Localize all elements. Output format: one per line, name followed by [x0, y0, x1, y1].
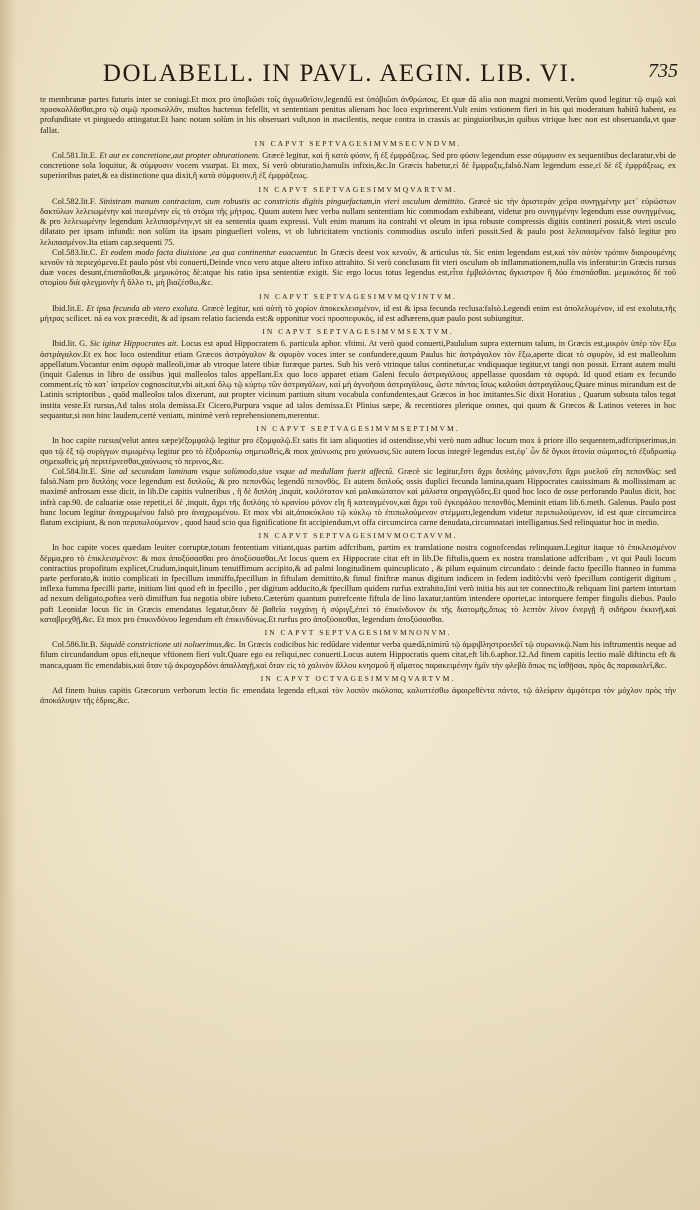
commentary-paragraph	[40, 248, 676, 289]
lemma-quote: Et ipsa fecunda ab vtero exoluta.	[86, 303, 202, 313]
commentary-paragraph	[40, 339, 676, 421]
commentary-paragraph	[40, 151, 676, 182]
chapter-heading: IN CAPVT OCTVAGESIMVMQVARTVM.	[260, 673, 456, 683]
chapter-heading: IN CAPVT SEPTVAGESIMVMSEXTVM.	[262, 327, 454, 337]
column-reference: Col.583.lit.C.	[52, 247, 101, 257]
column-reference: Ibid.lit.E.	[52, 303, 87, 313]
chapter-heading: IN CAPVT SEPTVAGESIMVMQVINTVM.	[259, 291, 457, 301]
chapter-heading: IN CAPVT SEPTVAGESIMVMSECVNDVM.	[254, 138, 462, 148]
column-reference: Col.582.lit.F.	[52, 196, 100, 206]
column-reference: Col.586.lit.B.	[52, 640, 100, 650]
lemma-quote: Siquidè constrictione uti noluerimus,&c.	[99, 640, 239, 650]
lemma-quote: Et eodem modo facta diuisione ,ea qua continentur euacuentur.	[100, 247, 321, 257]
paragraph-text: Ad finem huius capitis Græcorum verborum lectio fic emendata legenda eft,καὶ τὸν λοιπὸν σκόλοπα, καλυπτέσθω ἀφαιρεθέντα πάντα, τῷ ἀλείφειν ἀμφότερα τὸν μόχλον πρὸς τὴν ἀποκάλυψιν τῆς ἑδρας,&c.	[40, 685, 676, 706]
paragraph-text: Locus est apud Hippocratem 6. particula aphor. vltimi. At verò quod conuerti,Paululum supra externum talum, in Græcis est,μικρὸν ὑπὲρ τὸν ἔξω ἀστράγαλον.Et ex hoc loco ostenditur etiam Græcos ἀστράγαλον & σφυρὸν voces inter se confundere,quum Paulus hic ἀστράγαλον τὸν ἔξω,aperte dicat τὸ σφυρὸν, id est malleolum appellatum.Vocantur enim σφυρὰ malleoli,imæ ab vtroque latere tibiæ furæque partes. Sub his verò vtrinque talus continetur,ac vndiquaque tegitur,vt tangi non possit. Errant autem multi (inquit Galenus in libro de ossibus )qui malleolos talos appellant.Ex quo loco apparet etiam Galeni feculo ἀστραγάλους appellasse quosdam τὰ σφυρά. Id quod etiam ex fecundo comment.εἰς τὸ κατ᾽ ἰατρεῖον cognoscitur,vbi ait,καὶ ὅλῳ τῷ κύρτῳ τῶν ἀστραγάλων, καὶ μὴ ἀγνοῆσαι ἀστραγάλους, ὥστε πάντας ἴσως καλοῦσι ἀστραγάλους.Quare minus mirandum est de Latinis scriptoribus , quòd malleolos talos dixerunt, aut propter vicinum partium situm vocabula confundentes,aut Græcos in hoc imitantes.Sic dixit Horatius , Quarum subsuta talos tegat instita veste.Et rursus,Ad talos stola demissa.Et Cicero,Purpura vsque ad talos demissa.Et Plinius sæpe, & recentiores plerique omnes, qui quum & Græcos & Latinos veteres in hoc sequantur,si non hinc laudem,certè veniam, minimè verò reprehensionem,merentur.	[40, 339, 676, 420]
paragraph-text: te membranæ partes futuris inter se coniugi.Et mox pro ὑποβιῶσι τοῖς ἀγριωθεῖσιν,legendū est ὑπόβιῶσι ἀνθρώποις. Et quæ dā alia non magni momenti.Verùm quod legitur τῷ σιμῷ καὶ προσκολλᾶσθαι,pro τῷ σιμῷ προσκολλᾶν, multos hactenus fefellit, vt sententiam penitus alienam hoc loco exprimerent.Vult enim vstionem fieri in his qui moderatum habitū habent, ea profunditate vt pinguedo attingatur.Et hanc notam solùm in his obseruari vult,non in macilentis, neque contra in crassis ac pinguioribus,in quibus vtrique hæc non est obseruanda,vt quæ fallat.	[40, 95, 676, 135]
commentary-paragraph	[40, 95, 676, 136]
paper-stain	[0, 870, 700, 1210]
lemma-quote: Sic igitur Hippocrates ait.	[89, 339, 181, 349]
running-title: DOLABELL. IN PAVL. AEGIN. LIB. VI.	[102, 60, 578, 87]
paragraph-text: Græcè legitur, καὶ ἢ κατὰ φύσιν, ἢ ἐξ ἐμφράξεως. Sed pro φύσιν legendum esse σύμφυσιν ex sequentibus declaratur,vbi de concretione sola loquitur, & σύμφυσιν vocem vsurpat. Et mox, Si verò obturatio,hamulis infixis,&c.In Græcis habetur,εἰ δὲ ἔμφραξις,falsò.Nam legendum esse,εἰ δὲ ἐξ ἐμφράξεως, ex superioribus patet,& ea distinctione qua dixit,ἢ κατὰ σύμφυσιν,ἢ ἐξ ἐμφράξεως.	[40, 151, 676, 181]
commentary-paragraph	[40, 197, 676, 248]
chapter-heading: IN CAPVT SEPTVAGESIMVMNONVM.	[264, 627, 452, 637]
paragraph-text: In hoc capite rursus(velut antea sæpe)ἐξομφαλῷ legitur pro ἐξομφαλῷ.Et satis fit iam aliquoties id ostendisse,vbi verò num adhuc locum mox à priore illo sequentem,adfcripserimus,in quo τῷ ἐξ τῷ συρίγγων σιμωμένῳ legitur pro τὸ ἐξυδρωπίῳ σημειωθεὶς,& mox χαύνωσις pro χαύνωσις.Sic autem locus integrè legendus est,ἐφ᾽ ὧν δὲ ὄγκοι ἀτονία σώματος,τὸ ἐξυδρωπίῳ σημειωθεὶς μὴ περιτέμνεσθαι,χαύνωσις τὸ περινος,&c.	[40, 436, 676, 466]
chapter-heading: IN CAPVT SEPTVAGESIMVMQVARTVM.	[258, 184, 458, 194]
column-reference: Col.581.lit.E.	[52, 151, 100, 161]
column-reference: Col.584.lit.E.	[52, 466, 101, 476]
chapter-heading: IN CAPVT SEPTVAGESIMVMOCTAVVM.	[258, 531, 458, 541]
paragraph-text: In Græcis codicibus hic redūdare videntur verba quædā,nimirū τῷ ἀμφιβληστροειδεῖ τῷ συρωνικῷ.Nam his inftrumentis neque ad filum circundandum opus eft,neque vftionem fieri vult.Quare ego ea reliqui,nec conuerti.Locus autem Hippocratis quem citat,eft lib.6.aphor.12.Ad finem capitis lectio malè diftincta eft & manca,quam fic emendabis,καὶ ὅταν τῷ ἀκροχορδόνι ἀπαλλαγῇ,καὶ ὅταν εἰς τὸ χαλινὸν ἄλλου κνησμοῦ ἢ αἵματος παρακειμένην ἡμῖν τὴν φλεβὰ ὅπως τις ἰαθῇσαι, πρὸς ἃς παρακαλεῖ,&c.	[40, 640, 677, 670]
lemma-quote: Sinistram manum contractam, cum robustis ac constrictis digitis pinguefactam,in vteri osculum demittito.	[99, 196, 469, 206]
paragraph-text: Græcè sic τὴν ἀριστερὰν χεῖρα συνηγμένην μετ᾽ εὐρώστων δακτύλων λελειωμένην καὶ πιεσμένην εἰς τὸ στόμα τῆς μήτρας. Quum autem hæc verba nullam sententiam hic commodam exhibeant, videtur pro συνηγμένην legendum esse συνηγμένως, & pro λελειωμένην legendum λελιπασμένην,vt sit ea sententia quam expressi. Vult enim manum ita contrahi vt oleum in ipsa robuste compressis digitis contineri possit,& vteri osculo dilatato per ipsam infundi: non solùm ita ipsam pinguefieri volens, vt ob lubricitatem vnctionis commodius osculo inferi possit.Sed & paulo post λελιπασμένον falsò legitur pro λελιπασμένον.Ita etiam cap.sequenti 75.	[40, 196, 676, 247]
commentary-paragraph	[40, 467, 676, 528]
paragraph-text: Græcè sic legitur,ἔστι ἄχρι διπλόης μόνον,ἔστι ἄχρι μυελοῦ εἴη πεπονθὼς: sed falsò.Nam pro διπλόης voce legendum est διπλοῦς, & pro πεπονθὼς legendū πεπονθὸς. Et autem διπλοῦς ossis duplici fecunda lamina,quam Hippocrates cauissimam & mollissimam ac maximè anfrosam esse dicit, in lib.De capitis vulneribus , ἢ δὲ διπλόη ,inquit, κοιλότατον καὶ μαλακώτατον καὶ μάλιστα σηραγγῶδες.Et quod hoc loco de osse perforando Paulus dicit, hoc infrà cap.90. de caluariæ osse repetit,εἰ δὲ ,inquit, ἄχρι τῆς διπλόης τὸ κρανίου μόνον εἴη ἢ κατεαγμένον,καὶ ἄχρι τοῦ ἐγκεφάλου πεπονθὸς.Meminit etiam lib.6.meth. Galenus. Paulo post hunc locum legitur ἀναχρωμένου falsò pro ἀναχρωμένου. Et mox vbi ait,ἀποκύκλου τῷ κύκλῳ τὸ ἐπιπωλούμενον στέμματι,legendum videtur περιπωλούμενον, id est quæ circumcirca flatum excipiunt, & non περιπωλούμενον , quod haud scio qua fignificatione fit accipiendum,vt offa circumcirca carne denudata,circumnatari intelligamus.Sed relinquatur hoc in medio.	[40, 466, 676, 527]
chapter-heading: IN CAPVT SEPTVAGESIMVMSEPTIMVM.	[256, 424, 460, 434]
paragraph-text: In Græcis deest vox κενοῦν, & articulus τὰ. Sic enim legendum est,καὶ τὸν αὐτὸν τρόπον διαιρουμένης κενοῦν τὰ περιεχόμενα.Et paulo pòst vbi conuerti,Deinde vnco vero atque altero infixo attrahito. Si verò conclusum fit vteri osculum ob inflammationem,nulla vis inferatur:in Græcis rursus duæ voces desunt,ἐπισπᾶσθαι,& μεμυκότος δὲ:atque his ratio ipsa sententiæ exigit. Sic ergo locus totus legendus est,εἶτα ἐμβαλόντας ἄγκιστρον ἢ δύο ἐπισπᾶσθαι. μεμυκότος δὲ τοῦ στομίου διὰ φλεγμονὴν ἢ ἄλλο τι, μὴ βιαζέσθω,&c.	[40, 247, 677, 288]
commentary-paragraph	[40, 686, 676, 706]
commentary-paragraph	[40, 640, 676, 671]
lemma-quote: Et aut ex concretione,aut propter obturationem.	[99, 151, 263, 161]
paragraph-text: In hoc capite voces quædam leuiter corruptæ,totam fententiam vitiant,quas partim adfcribam, partim ex translatione nostra cognofcendas relinquam.Legitur itaque τὸ ἐπικλεισμένον δέρμα,pro τὸ ἐπικλεισμένον: & mox ἀποξύσασθαι pro ἀποξύσασθαι.At locus quem ex Hippocrate citat eft in lib.De fiftulis,quem ex nostra translatione adfcribam , vt qui Pauli locum contractius propofitum explicet,Crudum,inquit,linum tenuiffimum accipito,& ad palmi longitudinem quincuplicato , & pilum equinum circundato : deinde facto fpecillo ftanneo in fumma parte perforato,& initio complicati in fpecillum immiffo,fpecillum in fiftulam demittito,& fimul finiftræ manus digitum indicem in fedem inditò:vbi verò fpecillum contigerit digitum , inflexa fumma fpecilli parte, initium lini quod eft in fpecillo , per digitum adducito,& fpecillum quidem rurfus extrahito,lini verò initia bis aut ter connectito,& reliquam lini partem intortam ad nexum deligato,poftea verò dimiffum fua negotia obire iubeto.Cæterùm quantum putrefcente fiftula de lino laxatur,tantùm intendere oportet,ac intorquere femper fingulis diebus. Paulo poft Leonidæ locus fic in Græcis emendatus legatur,ὅταν δὲ βαθεῖα τυγχάνῃ ἡ σύριγξ,ἐπεὶ τὸ ἐπικίνδυνον ἐκ τῆς διατομῆς,ὅπως τὸ λεπτὸν λίνον ἐνεργῇ ἢ σιδήρου ἐκκινῇ,καὶ καταβρεχθῇ,&c. Et mox pro ἐπικινδύνου legendum eft ἐπικινδύνως.Et rurfus pro ἀποξύσασθαι, legendum ἀποξύσασθαι.	[40, 543, 676, 624]
page-number: 735	[648, 60, 678, 82]
commentary-text	[40, 95, 676, 706]
commentary-paragraph	[40, 543, 676, 625]
lemma-quote: Sine ad secundam laminam vsque solùmodo,siue vsque ad medullam fuerit affectũ.	[100, 466, 398, 476]
commentary-paragraph	[40, 436, 676, 467]
commentary-paragraph	[40, 304, 676, 324]
column-reference: Ibid.lit. G.	[52, 339, 90, 349]
paragraph-text: Græcè legitur, καὶ αὐτὴ τὸ χορίον ἀποκεκλεισμένον, id est & ipsa fecunda reclusa:falsò.Legendi enim est ἀπολελυμένον, id est exoluta,τῆς μήτρας scilicet. ná ea vox præcedit, & ad ipsam relatio facienda est:& opponitur voci προσπεφυκὸς, id est adhærens,quæ paulo post subiungitur.	[40, 303, 676, 324]
